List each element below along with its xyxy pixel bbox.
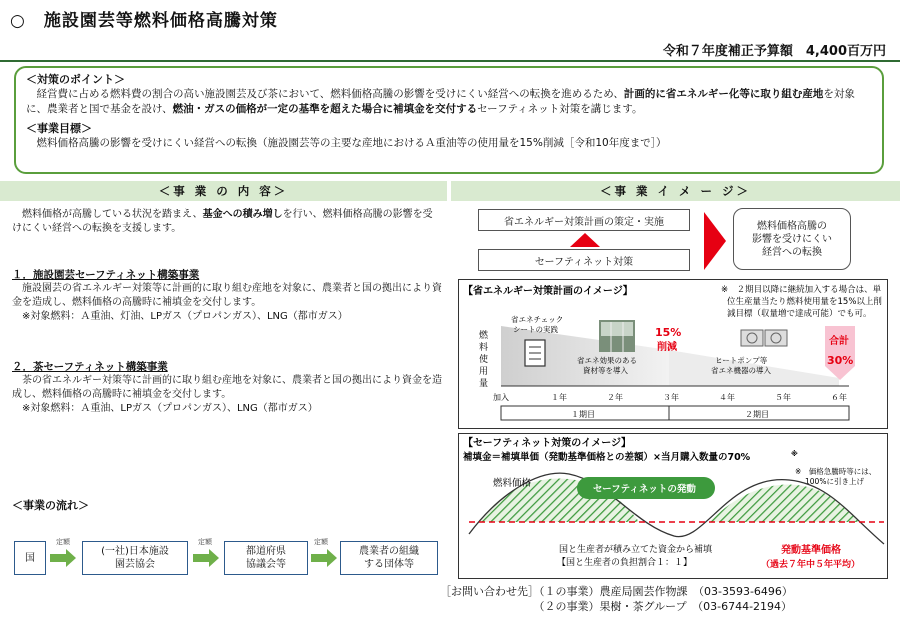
result-line: 経営への転換 (762, 246, 822, 258)
result-box (733, 208, 851, 270)
period-2-label: ２期目 (745, 410, 769, 419)
plan-ylabel: 使 (479, 355, 489, 365)
points-text (26, 87, 872, 117)
plan-image-box (458, 279, 888, 429)
sn-note-line: 100%に引き上げ (805, 477, 864, 486)
flow-node-line: 農業者の組織 (359, 546, 419, 557)
result-line: 燃料価格高騰の (757, 220, 827, 232)
content-band: ＜事 業 の 内 容＞ (0, 181, 447, 201)
flow-node-label (359, 545, 419, 571)
heat-pump-icon (741, 330, 787, 346)
plan-image-heading: 【省エネルギー対策計画のイメージ】 (463, 286, 633, 297)
materials-label: 資材等を導入 (583, 366, 628, 375)
section-1-heading: １．施設園芸セーフティネット構築事業 (12, 269, 200, 281)
goal-text: 燃料価格高騰の影響を受けにくい経営への転換（施設園芸等の主要な産地におけるＡ重油等の使用量を15%削減［令和10年度まで］） (26, 137, 667, 149)
flow-node-line: (一社)日本施設 (101, 546, 169, 557)
total-label: 合計 (829, 336, 849, 347)
points-text-1: 経営費に占める燃料費の割合の高い施設園芸及び茶において、燃料価格高騰の影響を受けにくい経営への転換を進めるため、 (26, 88, 624, 100)
sn-note-line: ※ 価格急騰時等には、 (795, 467, 877, 476)
safety-net-box: セーフティネット対策 (478, 249, 690, 271)
intro-bold: 基金への積み増し (202, 209, 283, 220)
checklist-icon (525, 340, 545, 366)
plan-note-line: 位生産量当たり燃料使用量を15%以上削 (727, 297, 882, 307)
plan-ylabel: 燃 (479, 331, 489, 341)
contact-tel: （03-6744-2194） (697, 600, 793, 613)
points-heading: ＜対策のポイント＞ (26, 73, 125, 86)
plan-ylabel: 量 (479, 379, 489, 389)
section-1-body: 施設園芸の省エネルギー対策等に計画的に取り組む産地を対象に、農業者と国の拠出により資金を造成し、燃料価格の高騰時に補填金を交付します。 (12, 283, 442, 308)
section-2-body: 茶の省エネルギー対策等に計画的に取り組む産地を対象に、農業者と国の拠出により資金を造成し、燃料価格の高騰時に補填金を交付します。 (12, 375, 442, 400)
result-text (752, 220, 832, 259)
section-2 (12, 360, 444, 416)
heat-pump-label: 省エネ機器の導入 (711, 366, 771, 375)
flow-node-farmers (340, 541, 438, 575)
fuel-price-label: 燃料価格 (493, 478, 532, 489)
materials-label: 省エネ効果のある (577, 356, 637, 365)
flow-heading: ＜事業の流れ＞ (12, 499, 89, 512)
safety-net-image-box (458, 433, 888, 579)
flow-node-line: 協議会等 (246, 559, 286, 570)
plan-image (459, 280, 889, 430)
plan-xtick: ５年 (775, 393, 791, 402)
right-arrow-icon (704, 212, 726, 270)
base-price-note: （過去７年中５年平均） (761, 560, 861, 570)
up-arrow-icon (570, 233, 600, 247)
image-band: ＜事 業 イ メ ー ジ＞ (451, 181, 900, 201)
plan-xtick: ３年 (663, 393, 679, 402)
reduction-15: 15% (655, 326, 682, 339)
flow-node-line: する団体等 (364, 559, 414, 570)
points-bold-2: 燃油・ガスの価格が一定の基準を超えた場合に補填金を交付する (172, 103, 478, 115)
points-text-3: セーフティネット対策を講じます。 (477, 103, 643, 115)
plan-note-line: ※ ２期目以降に継続加入する場合は、単 (721, 285, 882, 295)
goal-heading: ＜事業目標＞ (26, 122, 92, 135)
flow-node-association (82, 541, 188, 575)
flow-arrow-label: 定額 (56, 538, 70, 546)
sn-image-heading: 【セーフティネット対策のイメージ】 (463, 438, 631, 449)
plan-ylabel: 料 (479, 343, 489, 353)
sn-formula: 補填金＝補填単価（発動基準価格との差額）×当月購入数量の70% (463, 452, 751, 463)
contact-proj: （２の事業） (539, 600, 600, 613)
plan-xtick: １年 (551, 393, 567, 402)
plan-xtick: 加入 (493, 393, 509, 402)
heat-pump-label: ヒートポンプ等 (715, 356, 768, 365)
contact-info (440, 584, 793, 614)
flow-node-label: 国 (25, 552, 35, 564)
contact-dept: 農産局園芸作物課 (599, 585, 688, 598)
contact-label: ［お問い合わせ先］ (440, 585, 539, 598)
flow-node-label (246, 545, 286, 571)
section-2-fuel: ※対象燃料：Ａ重油、LPガス（プロパンガス）、LNG（都市ガス） (12, 403, 318, 414)
reduction-label: 削減 (657, 342, 677, 353)
plan-ylabel: 用 (479, 367, 489, 377)
plan-xtick: ２年 (607, 393, 623, 402)
plan-xtick: ６年 (831, 393, 847, 402)
check-label: シートの実践 (513, 325, 558, 334)
sn-formula-note: ※ (791, 450, 798, 458)
plan-box: 省エネルギー対策計画の策定・実施 (478, 209, 690, 231)
flow-arrow-icon (193, 549, 219, 567)
flow-arrow-label: 定額 (314, 538, 328, 546)
fund-label: 国と生産者が積み立てた資金から補填 (559, 545, 713, 555)
result-line: 影響を受けにくい (752, 233, 832, 245)
plan-note-line: 減目標（収量増で達成可能）でも可。 (727, 309, 872, 319)
safety-net-image (459, 434, 889, 580)
flow-node-country (14, 541, 46, 575)
contact-dept: 果樹・茶グループ (599, 600, 687, 613)
contact-tel: （03-3593-6496） (698, 585, 793, 598)
hatched-area-2 (709, 485, 859, 523)
check-label: 省エネチェック (511, 315, 564, 324)
flow-node-label (101, 545, 169, 571)
section-1 (12, 268, 444, 324)
points-text-2: を対象に、農業者と国で基金を設け、 (26, 88, 855, 115)
page-title: ○ 施設園芸等燃料価格高騰対策 (10, 11, 278, 31)
period-1-label: １期目 (571, 410, 595, 419)
total-arrow-icon (825, 326, 855, 380)
section-2-heading: ２．茶セーフティネット構築事業 (12, 361, 168, 373)
intro-text-2: を行い、燃料価格高騰の影響を受けにくい経営への転換を支援します。 (12, 209, 433, 234)
flow-arrow-icon (311, 549, 337, 567)
flow-node-line: 園芸協会 (115, 559, 155, 570)
divider (0, 60, 900, 62)
contact-proj: （１の事業） (539, 585, 600, 598)
intro-text-1: 燃料価格が高騰している状況を踏まえ、 (12, 209, 203, 220)
budget-amount: 令和７年度補正予算額 4,400百万円 (662, 44, 886, 59)
content-intro (12, 208, 442, 236)
plan-xtick: ４年 (719, 393, 735, 402)
section-1-fuel: ※対象燃料：Ａ重油、灯油、LPガス（プロパンガス）、LNG（都市ガス） (12, 311, 348, 322)
flow-arrow-icon (50, 549, 76, 567)
total-30: 30% (827, 354, 854, 367)
greenhouse-photo-icon (599, 320, 635, 352)
flow-node-line: 都道府県 (246, 546, 286, 557)
flow-node-prefecture (224, 541, 308, 575)
trigger-label: セーフティネットの発動 (593, 484, 696, 495)
fund-label: 【国と生産者の負担割合１：１】 (557, 558, 693, 568)
points-box (14, 66, 884, 174)
base-price-label: 発動基準価格 (781, 545, 841, 556)
flow-arrow-label: 定額 (198, 538, 212, 546)
points-bold-1: 計画的に省エネルギー化等に取り組む産地 (623, 88, 824, 100)
